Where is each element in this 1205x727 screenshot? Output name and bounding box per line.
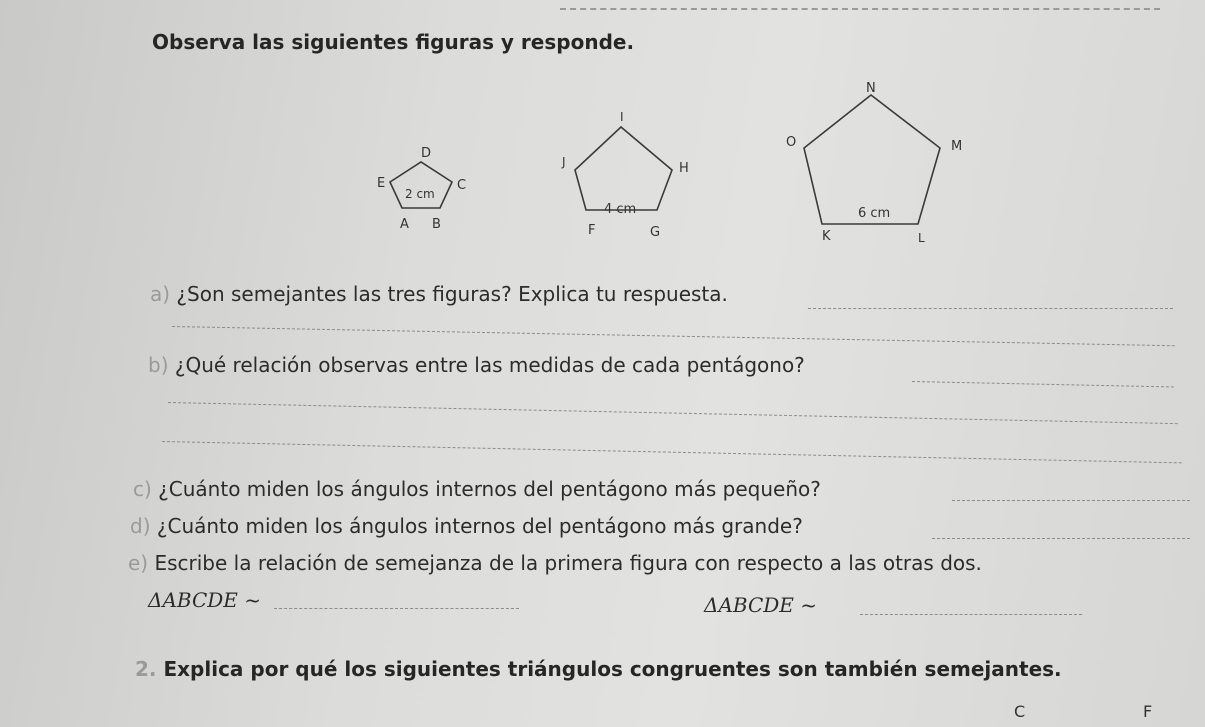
answer-line (274, 608, 519, 609)
similarity-left: ΔABCDE ~ (148, 588, 262, 612)
question-c (133, 477, 821, 501)
small-vertex-D: D (421, 146, 432, 161)
exercise-title: Observa las siguientes figuras y responde. (152, 30, 635, 54)
question-e-text: Escribe la relación de semejanza de la primera figura con respecto a las otras dos. (154, 551, 982, 575)
large-vertex-O: O (786, 135, 797, 150)
large-vertex-N: N (866, 81, 876, 96)
question-d (130, 514, 803, 538)
question-a (150, 282, 728, 306)
question-a-marker: a) (150, 282, 171, 306)
small-vertex-A: A (400, 217, 409, 232)
question-d-text: ¿Cuánto miden los ángulos internos del pentágono más grande? (156, 514, 803, 538)
question-c-text: ¿Cuánto miden los ángulos internos del pentágono más pequeño? (158, 477, 821, 501)
question-2-text: Explica por qué los siguientes triángulos congruentes son también semejantes. (163, 657, 1062, 681)
similarity-right: ΔABCDE ~ (704, 593, 818, 617)
medium-pentagon (575, 127, 672, 210)
answer-line (912, 381, 1174, 387)
small-vertex-B: B (432, 217, 441, 232)
answer-line (860, 614, 1082, 615)
triangle-vertex-F: F (1143, 702, 1153, 721)
answer-line (162, 441, 1182, 463)
medium-vertex-G: G (650, 225, 661, 240)
large-pentagon (804, 95, 940, 224)
large-side-label: 6 cm (858, 206, 891, 221)
pentagons-figure (0, 0, 1205, 280)
medium-vertex-J: J (562, 155, 566, 169)
large-vertex-L: L (918, 231, 925, 245)
answer-line (932, 538, 1190, 539)
question-b-marker: b) (148, 353, 169, 377)
small-vertex-E: E (377, 176, 386, 191)
question-2 (135, 657, 1062, 681)
question-b (148, 353, 805, 377)
answer-line (168, 402, 1178, 424)
question-b-text: ¿Qué relación observas entre las medidas de cada pentágono? (174, 353, 805, 377)
triangle-vertex-C: C (1014, 702, 1026, 721)
question-d-marker: d) (130, 514, 151, 538)
question-c-marker: c) (133, 477, 152, 501)
answer-line (808, 308, 1173, 309)
question-e (128, 551, 982, 575)
answer-line (952, 500, 1190, 501)
large-vertex-K: K (822, 229, 831, 244)
small-pentagon (390, 162, 452, 208)
medium-vertex-F: F (588, 223, 596, 238)
medium-vertex-H: H (679, 161, 689, 176)
large-vertex-M: M (951, 139, 963, 154)
question-2-marker: 2. (135, 657, 157, 681)
medium-vertex-I: I (620, 110, 624, 124)
medium-side-label: 4 cm (604, 202, 637, 217)
question-e-marker: e) (128, 551, 149, 575)
question-a-text: ¿Son semejantes las tres figuras? Explica tu respuesta. (176, 282, 728, 306)
small-side-label: 2 cm (405, 187, 435, 201)
answer-line (172, 326, 1175, 346)
small-vertex-C: C (457, 178, 467, 193)
